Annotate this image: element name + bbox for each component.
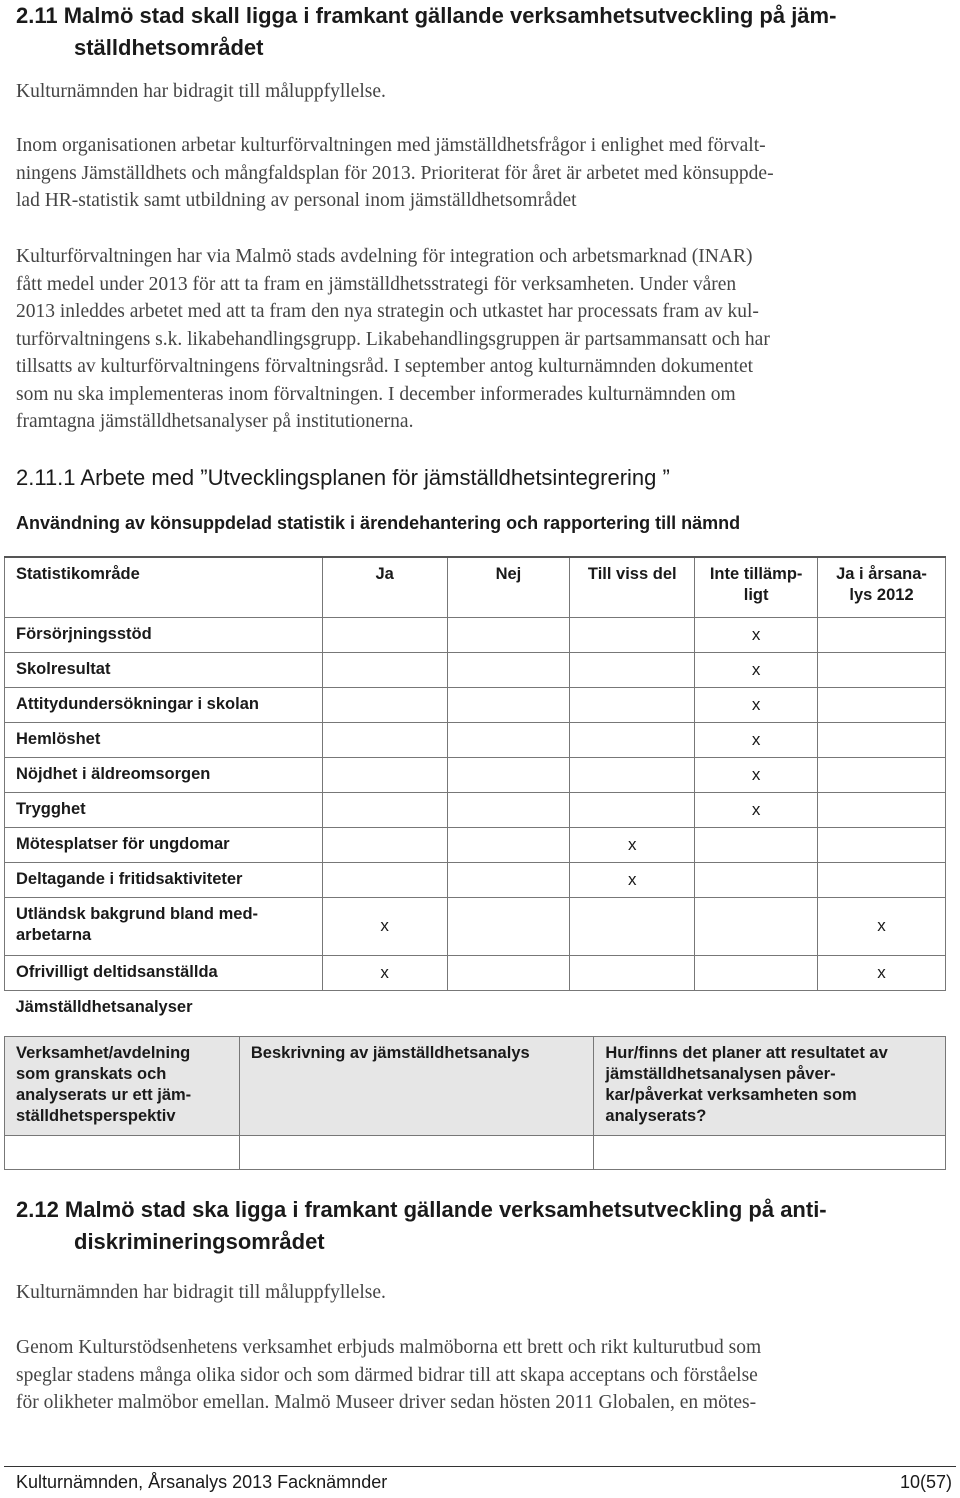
paragraph-line: Genom Kulturstödsenhetens verksamhet erbjuds malmöborna ett brett och rikt kulturutbud som (16, 1337, 762, 1358)
mark-cell: x (322, 897, 447, 955)
row-label-cell: Mötesplatser för ungdomar (5, 827, 323, 862)
table-row (5, 792, 946, 827)
table-caption: Användning av könsuppdelad statistik i ärendehantering och rapportering till nämnd (16, 513, 741, 533)
table-row (5, 827, 946, 862)
intro-text: Kulturnämnden har bidragit till måluppfyllelse. (16, 81, 386, 102)
mark-cell (695, 827, 818, 862)
row-label-cell: Skolresultat (5, 652, 323, 687)
subsection-heading: 2.11.1 Arbete med ”Utvecklingsplanen för jämställdhetsintegrering ” (16, 465, 670, 490)
mark-cell (818, 792, 946, 827)
mark-cell (322, 757, 447, 792)
mark-cell (570, 955, 695, 990)
mark-cell (447, 687, 570, 722)
table-header-cell: Nej (447, 557, 570, 617)
mark-cell (695, 862, 818, 897)
paragraph-line: lad HR-statistik samt utbildning av personal inom jämställdhetsområdet (16, 190, 577, 211)
mark-cell (570, 897, 695, 955)
paragraph-line: fått medel under 2013 för att ta fram en jämställdhetsstrategi för verksamheten. Under våren (16, 273, 737, 295)
mark-cell (447, 722, 570, 757)
table-row (5, 617, 946, 652)
mark-cell (570, 617, 695, 652)
mark-cell (322, 990, 447, 1025)
mark-cell (447, 792, 570, 827)
mark-cell (447, 617, 570, 652)
row-label-cell: Deltagande i fritidsaktiviteter (5, 862, 323, 897)
mark-cell (818, 722, 946, 757)
row-label-cell: Trygghet (5, 792, 323, 827)
mark-cell (447, 652, 570, 687)
table-row (5, 722, 946, 757)
mark-cell (818, 617, 946, 652)
paragraph-line: turförvaltningens s.k. likabehandlingsgrupp. Likabehandlingsgruppen är partsammansatt och har (16, 328, 770, 350)
table-row (5, 990, 946, 1025)
mark-cell (818, 687, 946, 722)
mark-cell (447, 827, 570, 862)
mark-cell (570, 757, 695, 792)
mark-cell (570, 652, 695, 687)
table-row (5, 757, 946, 792)
mark-cell: x (818, 897, 946, 955)
row-label-cell: Jämställdhetsanalyser (15, 997, 193, 1016)
mark-cell: x (570, 862, 695, 897)
table-header-cell: Inte tillämp- ligt (695, 557, 818, 617)
mark-cell (322, 652, 447, 687)
mark-cell (322, 862, 447, 897)
mark-cell (570, 687, 695, 722)
row-label-cell: Ofrivilligt deltidsanställda (5, 955, 323, 990)
mark-cell (447, 862, 570, 897)
paragraph (16, 243, 946, 436)
mark-cell (447, 897, 570, 955)
table-row (5, 862, 946, 897)
paragraph-line: framtagna jämställdhetsanalyser på institutionerna. (16, 411, 414, 432)
table-row (5, 955, 946, 990)
table-row (5, 1136, 946, 1170)
mark-cell (447, 990, 570, 1025)
table-row (5, 652, 946, 687)
paragraph-line: Kulturförvaltningen har via Malmö stads avdelning för integration och arbetsmarknad (INAR) (16, 246, 753, 267)
heading-line: diskrimineringsområdet (74, 1229, 325, 1254)
mark-cell: x (695, 652, 818, 687)
row-label-cell: Attitydundersökningar i skolan (5, 687, 323, 722)
heading-line: 2.12 Malmö stad ska ligga i framkant gällande verksamhetsutveckling på anti- (16, 1197, 827, 1222)
mark-cell (570, 990, 695, 1025)
table-header-row (5, 557, 946, 617)
analysis-table (4, 1036, 946, 1170)
mark-cell: x (695, 792, 818, 827)
mark-cell (818, 990, 946, 1025)
mark-cell: x (570, 827, 695, 862)
row-label-cell: Försörjningsstöd (5, 617, 323, 652)
table-row (5, 687, 946, 722)
table-header-cell: Statistikområde (5, 557, 323, 617)
table-header-cell: Beskrivning av jämställdhetsanalys (239, 1037, 594, 1136)
paragraph (16, 132, 946, 215)
row-label-cell: Nöjdhet i äldreomsorgen (5, 757, 323, 792)
table-header-cell: Till viss del (570, 557, 695, 617)
mark-cell (818, 652, 946, 687)
mark-cell: x (322, 955, 447, 990)
mark-cell (322, 722, 447, 757)
table-header-row (5, 1037, 946, 1136)
section-2-11-heading (16, 0, 951, 64)
mark-cell: x (818, 955, 946, 990)
mark-cell (322, 792, 447, 827)
footer-title: Kulturnämnden, Årsanalys 2013 Facknämnder (16, 1472, 388, 1492)
paragraph-line: tillsatts av kulturförvaltningens förvaltningsråd. I september antog kulturnämnden dokumentet (16, 356, 754, 377)
mark-cell (818, 862, 946, 897)
table-header-cell: Ja i årsana- lys 2012 (818, 557, 946, 617)
mark-cell (695, 990, 818, 1025)
row-label-cell: Utländsk bakgrund bland med- arbetarna (5, 897, 323, 955)
statistics-table (4, 556, 946, 1025)
paragraph (16, 1334, 946, 1417)
mark-cell (570, 722, 695, 757)
mark-cell (322, 827, 447, 862)
paragraph-line: 2013 inleddes arbetet med att ta fram den nya strategin och utkastet har processats fram av kul- (16, 301, 759, 322)
mark-cell (695, 897, 818, 955)
table-header-cell: Hur/finns det planer att resultatet av jämställdhetsanalysen påver- kar/påverkat verksamheten som analyserats? (594, 1037, 946, 1136)
table-cell (594, 1136, 946, 1170)
table-cell (239, 1136, 594, 1170)
mark-cell (570, 792, 695, 827)
mark-cell (322, 617, 447, 652)
footer-rule (4, 1466, 956, 1467)
table-header-cell: Verksamhet/avdelning som granskats och analyserats ur ett jäm- ställdhetsperspektiv (5, 1037, 240, 1136)
table-header-cell: Ja (322, 557, 447, 617)
mark-cell (695, 955, 818, 990)
section-2-12-heading (16, 1194, 951, 1258)
mark-cell: x (695, 757, 818, 792)
heading-line: 2.11 Malmö stad skall ligga i framkant gällande verksamhetsutveckling på jäm- (16, 3, 837, 28)
mark-cell (322, 687, 447, 722)
paragraph-line: som nu ska implementeras inom förvaltningen. I december informerades kulturnämnden om (16, 383, 736, 405)
page-number: 10(57) (899, 1472, 952, 1492)
mark-cell (447, 955, 570, 990)
table-row (5, 897, 946, 955)
mark-cell: x (695, 617, 818, 652)
mark-cell: x (695, 722, 818, 757)
paragraph-line: speglar stadens många olika sidor och som därmed bidrar till att skapa acceptans och förståelse (16, 1364, 758, 1386)
row-label-cell: Hemlöshet (5, 722, 323, 757)
mark-cell (447, 757, 570, 792)
table-cell (5, 1136, 240, 1170)
mark-cell (818, 827, 946, 862)
paragraph-line: för olikheter malmöbor emellan. Malmö Museer driver sedan hösten 2011 Globalen, en mötes- (16, 1392, 757, 1413)
heading-line: ställdhetsområdet (74, 35, 264, 60)
paragraph-line: ningens Jämställdhets och mångfaldsplan för 2013. Prioriterat för året är arbetet med könsuppde- (16, 162, 774, 184)
paragraph-line: Inom organisationen arbetar kulturförvaltningen med jämställdhetsfrågor i enlighet med förvalt- (16, 135, 766, 156)
mark-cell: x (695, 687, 818, 722)
mark-cell (818, 757, 946, 792)
intro-text: Kulturnämnden har bidragit till måluppfyllelse. (16, 1282, 386, 1303)
